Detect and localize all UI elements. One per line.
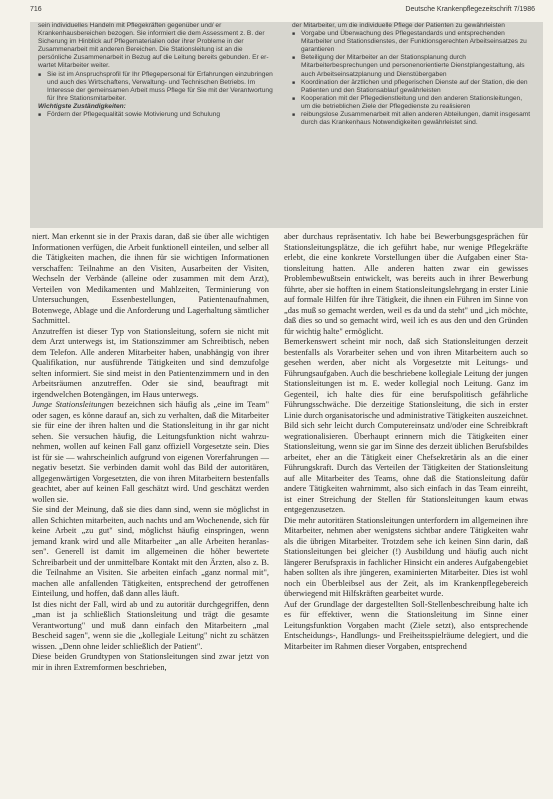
journal-citation: Deutsche Krankenpflegezeitschrift 7/1986 (405, 6, 535, 13)
body-paragraph: Diese beiden Grundtypen von Stationsleitungen sind zwar jetzt von mir in ihren Extremformen beschrieben, (32, 652, 269, 672)
body-paragraph (32, 400, 269, 505)
body-column-right (284, 232, 528, 652)
body-paragraph: Auf der Grundlage der dargestellten Soll-Stellenbeschreibung halte ich es für effektiver, wenn die Stationsleitung im Sinne einer Leitungsfunktion Vorgaben macht (Ziele setzt), also entsprechende Entscheidungs-, Handlungs- und Freiheitsspielräume delegiert, und die Mitarbeiter im Rahmen dieser Vorgaben, entsprechend (284, 599, 528, 651)
info-box-right-column (292, 22, 532, 127)
info-box-list (292, 30, 532, 127)
info-box-bullet: ■ Beteiligung der Mitarbeiter an der Stationsplanung durch Mitarbeiterbesprechungen und personenorientierte Dienstplangestaltung, als auch Arbeitseinsatzplanung und Dienstübergaben (301, 54, 532, 78)
info-box-bullet: ■ Koordination der ärztlichen und pflegerischen Dienste auf der Station, die den Patienten und den Stationsablauf gewährleisten (301, 79, 532, 95)
info-box-bullet: ■ Sie ist im Anspruchsprofil für Ihr Pflegepersonal für Erfahrungen einzubringen und auch des Wirtschaftens, Verwaltung- und Technischen Betriebs. Im Interesse der gemeinsamen Arbeit muss Pflege für Sie mit der Verantwortung für Ihre Stationsmitarbeiter. (47, 71, 274, 103)
info-box-bullet: ■ Fördern der Pflegequalität sowie Motivierung und Schulung (47, 111, 274, 119)
body-paragraph: aber durchaus repräsentativ. Ich habe bei Bewerbungsgesprächen für Stationsleitungsplätze, die ich geführt habe, nur wenige Pflegekräfte erlebt, die eine konkrete Vorstellungen über die Aufgaben einer Stationsleitung hatten. Alle anderen hatten zwar ein gewisses Problembewußtsein entwickelt, was bereits auch in ihrer Bewerbung führte, aber sie hofften in einem Stationsleitungslehrgang in erster Linie auf formale Hilfen für ihre Tätigkeit, die ihnen ein Führen im Sinne von „das muß so gemacht werden, weil es da und da steht" und „ich möchte, daß dies so und so gemacht wird, weil ich es aus den und den Gründen für wichtig halte" ermöglicht. (284, 232, 528, 336)
info-box-bullet: ■ reibungslose Zusammenarbeit mit allen anderen Abteilungen, damit insgesamt durch das Krankenhaus Notwendigkeiten gewährleistet sind. (301, 111, 532, 127)
info-box-bullet: ■ Vorgabe und Überwachung des Pflegestandards und entsprechenden Mitarbeiter und Stationsdienstes, der Funktionsgerechten Arbeitseinsatzes zu garantieren (301, 30, 532, 54)
body-paragraph: niert. Man erkennt sie in der Praxis daran, daß sie über alle wichtigen Informationen verfügen, die Arbeit funktionell einteilen, und selber all die Tätigkeiten machen, die ihnen für sie wichtigen Informationen verschaffen: Teilnahme an den Visiten, Ausarbeiten der Visiten, Wechseln der Verbände (alleine oder zusammen mit dem Arzt), Verteilen von Medikamenten und Mahlzeiten, Terminierung von Untersuchungen, Essenbestellungen, Patientenaufnahmen, Botenwege, Ablage und die Anforderung und Lagerhaltung sämtlicher Sachmittel. (32, 232, 269, 325)
body-paragraph: Bemerkenswert scheint mir noch, daß sich Stationsleitungen derzeit bestenfalls als Vorarbeiter sehen und von ihren Mitarbeitern auch so gesehen werden, aber nicht als Vorgesetzte mit Leitungs- und Führungsaufgaben. Auch die beschriebene kollegiale Leitung der jungen Stationsleitungen ist m. E. weder kollegial noch Leitung. Ganz im Gegenteil, ich halte dies für eine berufspolitisch gefährliche Führungsschwäche. Die derzeitige Stationsleitung, die sich in erster Linie durch organisatorische und administrative Tätigkeiten auszeichnet. Bild sich sehr leicht durch Computereinsatz und/oder eine Schreibkraft wegrationalisieren. Überhaupt erinnern mich die Tätigkeiten einer Stationsleitung, wenn sie gar im Sinne des derzeit üblichen Berufsbildes arbeitet, eher an die Tätigkeit einer Chefsekretärin als an die einer Führungskraft. Durch das Verteilen der Tätigkeiten der Stationsleitung auf alle Mitarbeiter des Teams, ohne daß die Stationsleitung dafür andere Tätigkeiten wahrnimmt, also sich einfach in das Team einreiht, ist einer Streichung der Stellen für Stationsleitungen kaum etwas entgegenzusetzen. (284, 337, 528, 514)
info-box-heading: Wichtigste Zuständigkeiten: (38, 102, 126, 110)
body-paragraph: Ist dies nicht der Fall, wird ab und zu autoritär durchgegriffen, denn „man ist ja schließlich Stationsleitung und trägt die gesamte Verantwortung" und muß dann einfach den Mitarbeitern „mal Bescheid sagen", wenn sie die „kollegiale Leitung" nicht zu schätzen wissen. „Denn ohne leider schließlich der Patient". (32, 599, 269, 651)
body-text: bezeichnen sich häufig als „eine im Team" oder sagen, es könne darauf an, sich zu verhalten, daß die Mitarbeiter sie für eine der ihren halten und die Stationsleitung in ihr gar nicht sehen. Sie versuchen häufig, die Leitungsfunktion nicht wahrzunehmen, wollen auf keinen Fall ganz offiziell Vorgesetzte sein. Dies ist für sie — wahrscheinlich aufgrund von eigenen Vorerfahrungen — negativ besetzt. Sie verbinden damit wohl das Bild der autoritären, allgegenwärtigen Vorgesetzten, die von ihren Mitarbeitern bestenfalls geachtet, aber auf keinen Fall geschätzt wird. Und geschätzt werden wollen sie. (32, 400, 269, 504)
body-paragraph: Die mehr autoritären Stationsleitungen unterfordern im allgemeinen ihre Mitarbeiter, nehmen aber wenigstens sichtbar andere Tätigkeiten wahr als die übrigen Mitarbeiter. Trotzdem sehe ich keinen Sinn darin, daß Stationsleitungen bei gleicher (!) Ausbildung und häufig auch nicht längerer Berufspraxis in fachlicher Hinsicht ein anderes Aufgabengebiet haben sollten als ihre jüngeren, examinierten Mitarbeiter. Dies ist wohl noch ein Überbleibsel aus der Zeit, als im Krankenpflegebereich überwiegend mit Hilfskräften gearbeitet wurde. (284, 515, 528, 598)
info-box-list (38, 111, 274, 119)
body-paragraph: Anzutreffen ist dieser Typ von Stationsleitung, sofern sie nicht mit dem Arzt unterwegs ist, im Stationszimmer am Schreibtisch, neben dem Telefon. Alle anderen Mitarbeiter haben, unabhängig von ihrer Qualifikation, nur ausführende Tätigkeiten und sind demzufolge selten informiert. Sie sind meist in den Patientenzimmern und in den Arbeitsräumen anzutreffen. Oder sie sind, beauftragt mit irgendwelchen Botengängen, im Haus unterwegs. (32, 326, 269, 399)
info-box-paragraph: sein individuelles Handeln mit Pflegekräften gegenüber und/ er Krankenhausbereichen bezogen. Sie informiert die dem Assessment z. B. der Sicherung im Hinblick auf Pflegematerialien oder ihrer Probleme in der Zusammenarbeit mit anderen Bereichen. Die Stationsleitung ist an die persönliche Zusammenarbeit in Bezug auf die Leitung bereits gebunden. Er erwartet Mitarbeiter weiter. (38, 22, 269, 70)
page-number: 716 (30, 6, 42, 13)
info-box-list (38, 71, 274, 103)
body-column-left (32, 232, 269, 673)
info-box (30, 22, 543, 228)
emphasis-term: Junge Stationsleitungen (32, 400, 114, 409)
info-box-left-column (38, 22, 274, 119)
page-header (30, 6, 535, 18)
body-paragraph: Sie sind der Meinung, daß sie dies dann sind, wenn sie möglichst in allen Schichten mitarbeiten, auch nachts und am Wochenende, sich für keine Arbeit „zu gut" sind, möglichst häufig einspringen, wenn jemand krank wird und alle Mitarbeiter „an alle Arbeiten heranlassen". Generell ist damit im allgemeinen die höher bewertete Schreibarbeit und der unmittelbare Kontakt mit den Ärzten, also z. B. die Teilnahme an Visiten. Sie arbeiten einfach „ganz normal mit", machen alle anfallenden Tätigkeiten, entsprechend der getroffenen Einteilung, und hoffen, daß dann alles läuft. (32, 505, 269, 598)
info-box-bullet: ■ Kooperation mit der Pflegedienstleitung und den anderen Stationsleitungen, um die betrieblichen Ziele der Pflegedienste zu realisieren (301, 95, 532, 111)
info-box-continuation: der Mitarbeiter, um die individuelle Pflege der Patienten zu gewährleisten (292, 22, 505, 29)
